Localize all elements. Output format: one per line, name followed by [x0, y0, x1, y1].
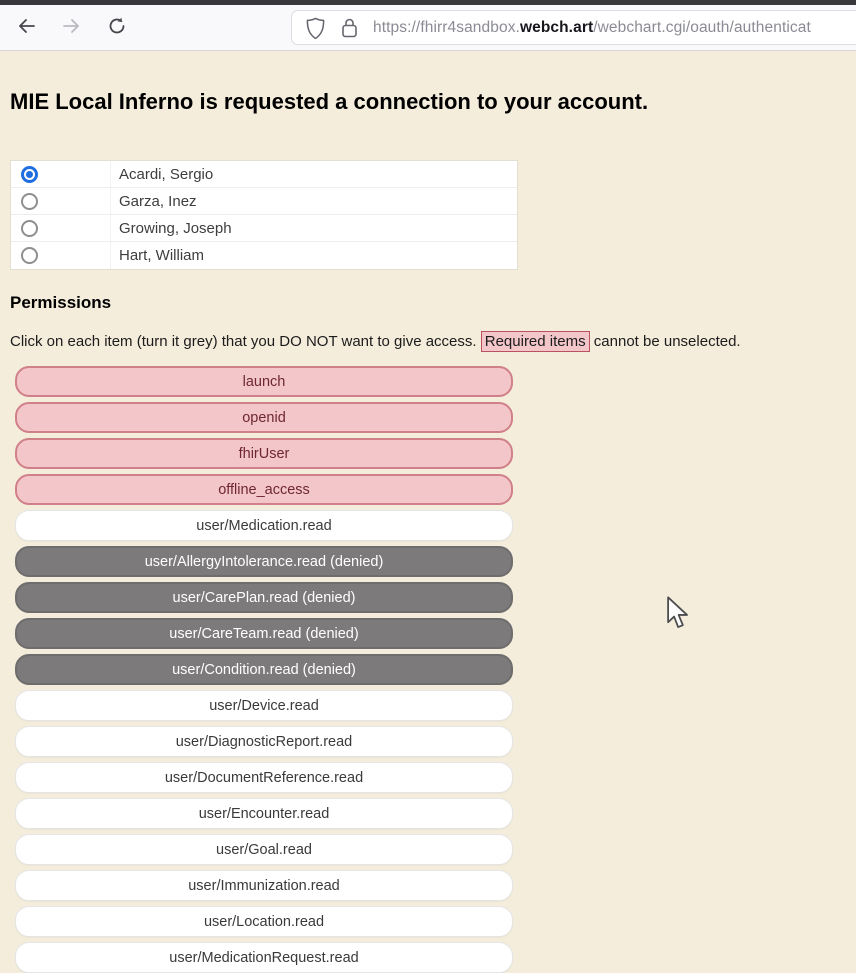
- patient-table: [10, 160, 518, 270]
- scope-pill[interactable]: [15, 870, 513, 901]
- scope-pill-label: fhirUser: [238, 445, 290, 462]
- url-domain: webch.art: [519, 18, 594, 36]
- scope-pill-label: offline_access: [218, 481, 310, 498]
- oauth-consent-page: [0, 88, 856, 973]
- scope-pill-label: user/Medication.read: [196, 517, 332, 534]
- scope-pill-label: user/Immunization.read: [188, 877, 340, 894]
- scope-pill-label: user/DocumentReference.read: [164, 769, 364, 786]
- scope-pill[interactable]: [15, 438, 513, 469]
- scope-pill-label: user/Condition.read (denied): [172, 661, 356, 678]
- required-items-highlight: Required items: [481, 331, 590, 352]
- patient-row[interactable]: [11, 215, 517, 242]
- scope-pill-label: user/MedicationRequest.read: [169, 949, 359, 966]
- scope-list: [10, 366, 846, 973]
- forward-button[interactable]: [55, 12, 87, 44]
- url-text: [373, 19, 811, 37]
- patient-radio-button[interactable]: [21, 247, 38, 264]
- patient-row[interactable]: [11, 161, 517, 188]
- url-path: /webchart.cgi/oauth/authenticat: [593, 18, 811, 36]
- scope-pill[interactable]: [15, 798, 513, 829]
- url-prefix: https://fhirr4sandbox.: [373, 18, 520, 36]
- patient-radio-cell: [11, 161, 111, 187]
- radio-dot: [26, 171, 33, 178]
- patient-name: Hart, William: [119, 247, 204, 264]
- scope-pill[interactable]: [15, 510, 513, 541]
- reload-icon: [107, 16, 127, 41]
- scope-pill[interactable]: [15, 474, 513, 505]
- scope-pill[interactable]: [15, 942, 513, 973]
- instructions-before: Click on each item (turn it grey) that you DO NOT want to give access.: [10, 333, 481, 350]
- back-arrow-icon: [17, 16, 37, 41]
- scope-pill-label: user/CarePlan.read (denied): [172, 589, 356, 606]
- scope-pill[interactable]: [15, 834, 513, 865]
- patient-radio-cell: [11, 188, 111, 214]
- tracking-protection-shield-icon[interactable]: [305, 17, 326, 39]
- scope-pill[interactable]: [15, 618, 513, 649]
- scope-pill-label: user/Device.read: [209, 697, 319, 714]
- patient-radio-button[interactable]: [21, 193, 38, 210]
- back-button[interactable]: [11, 12, 43, 44]
- radio-dot: [26, 225, 33, 232]
- patient-radio-cell: [11, 215, 111, 241]
- scope-pill-label: user/CareTeam.read (denied): [169, 625, 359, 642]
- scope-pill-label: launch: [242, 373, 286, 390]
- patient-row[interactable]: [11, 242, 517, 269]
- scope-pill-label: user/Encounter.read: [198, 805, 330, 822]
- scope-pill[interactable]: [15, 582, 513, 613]
- page-title: MIE Local Inferno is requested a connection to your account.: [10, 89, 649, 114]
- patient-radio-button[interactable]: [21, 166, 38, 183]
- scope-pill[interactable]: [15, 654, 513, 685]
- scope-pill[interactable]: [15, 546, 513, 577]
- patient-name: Garza, Inez: [119, 192, 197, 210]
- scope-pill[interactable]: [15, 366, 513, 397]
- scope-pill[interactable]: [15, 762, 513, 793]
- browser-toolbar: [0, 5, 856, 51]
- https-lock-icon[interactable]: [341, 17, 358, 38]
- scope-pill[interactable]: [15, 690, 513, 721]
- scope-pill-label: user/Goal.read: [216, 841, 312, 858]
- scope-pill-label: user/Location.read: [203, 913, 325, 930]
- url-bar[interactable]: [291, 10, 856, 45]
- scope-pill-label: user/DiagnosticReport.read: [175, 733, 353, 750]
- scope-pill[interactable]: [15, 726, 513, 757]
- patient-name: Acardi, Sergio: [119, 165, 214, 183]
- radio-dot: [26, 198, 33, 205]
- patient-radio-button[interactable]: [21, 220, 38, 237]
- scope-pill-label: openid: [242, 409, 286, 426]
- scope-pill[interactable]: [15, 402, 513, 433]
- forward-arrow-icon: [61, 16, 81, 41]
- patient-radio-cell: [11, 242, 111, 269]
- permissions-heading: Permissions: [10, 293, 112, 312]
- radio-dot: [26, 252, 33, 259]
- reload-button[interactable]: [101, 12, 133, 44]
- instructions-after: cannot be unselected.: [589, 333, 741, 350]
- patient-name: Growing, Joseph: [119, 219, 232, 237]
- scope-pill-label: user/AllergyIntolerance.read (denied): [144, 553, 384, 570]
- permissions-instructions: [10, 333, 846, 350]
- patient-row[interactable]: [11, 188, 517, 215]
- scope-pill[interactable]: [15, 906, 513, 937]
